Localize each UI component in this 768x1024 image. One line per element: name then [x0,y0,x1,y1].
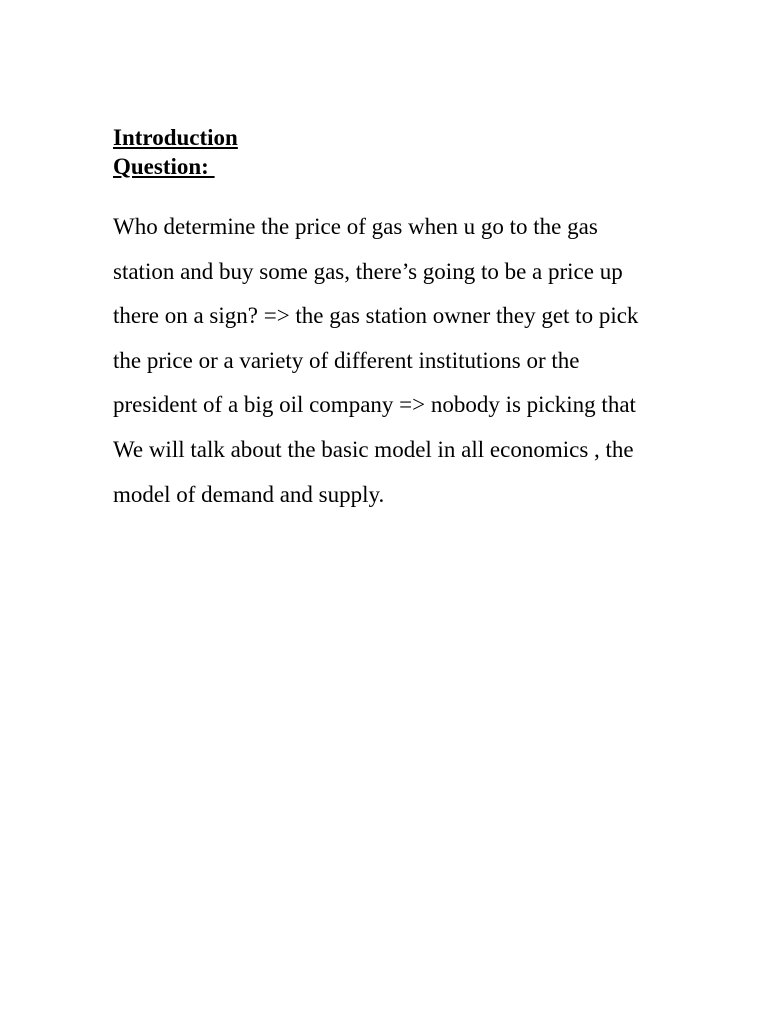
document-content [113,123,658,517]
body-text [113,205,658,517]
paragraph-gas-price: Who determine the price of gas when u go to the gas station and buy some gas, there’s going to be a price up there on a sign? => the gas station owner they get to pick the price or a variety of different institutions or the president of a big oil company => nobody is picking that [113,214,639,418]
heading-introduction: Introduction [113,125,238,150]
paragraph-demand-supply: We will talk about the basic model in all economics , the model of demand and supply. [113,436,634,507]
heading-question: Question: [113,154,215,179]
